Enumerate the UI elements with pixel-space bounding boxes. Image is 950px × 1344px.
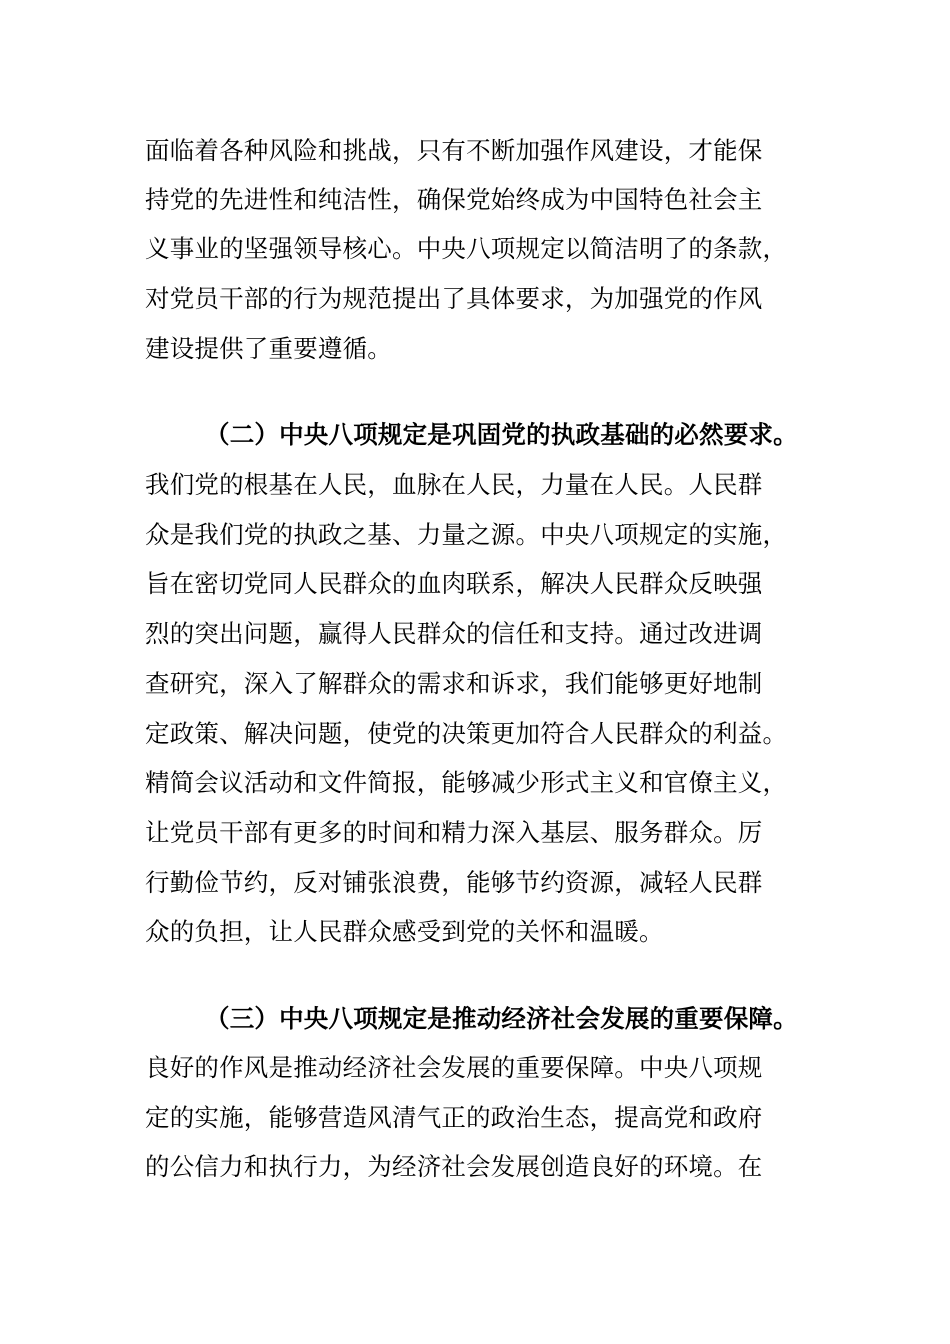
- section-2-line-1: 我们党的根基在人民，血脉在人民，力量在人民。人民群: [145, 470, 763, 499]
- section-2-line-2: 众是我们党的执政之基、力量之源。中央八项规定的实施，: [145, 520, 788, 549]
- section-2-line-10: 众的负担，让人民群众感受到党的关怀和温暖。: [145, 917, 664, 946]
- paragraph-1-line-5: 建设提供了重要遵循。: [145, 334, 392, 363]
- section-2-heading: （二）中央八项规定是巩固党的执政基础的必然要求。: [205, 420, 798, 449]
- paragraph-1-line-2: 持党的先进性和纯洁性，确保党始终成为中国特色社会主: [145, 185, 763, 214]
- section-3-heading: （三）中央八项规定是推动经济社会发展的重要保障。: [205, 1004, 798, 1033]
- section-2-line-6: 定政策、解决问题，使党的决策更加符合人民群众的利益。: [145, 719, 788, 748]
- section-2-line-8: 让党员干部有更多的时间和精力深入基层、服务群众。厉: [145, 818, 763, 847]
- paragraph-1-line-1: 面临着各种风险和挑战，只有不断加强作风建设，才能保: [145, 136, 763, 165]
- paragraph-1-line-4: 对党员干部的行为规范提出了具体要求，为加强党的作风: [145, 284, 763, 313]
- section-3-line-3: 的公信力和执行力，为经济社会发展创造良好的环境。在: [145, 1152, 763, 1181]
- section-3-line-2: 定的实施，能够营造风清气正的政治生态，提高党和政府: [145, 1103, 763, 1132]
- paragraph-1-line-3: 义事业的坚强领导核心。中央八项规定以简洁明了的条款，: [145, 234, 788, 263]
- section-2-line-7: 精简会议活动和文件简报，能够减少形式主义和官僚主义，: [145, 768, 788, 797]
- section-2-line-9: 行勤俭节约，反对铺张浪费，能够节约资源，减轻人民群: [145, 868, 763, 897]
- section-2-line-3: 旨在密切党同人民群众的血肉联系，解决人民群众反映强: [145, 569, 763, 598]
- section-3-line-1: 良好的作风是推动经济社会发展的重要保障。中央八项规: [145, 1053, 763, 1082]
- section-2-line-4: 烈的突出问题，赢得人民群众的信任和支持。通过改进调: [145, 619, 763, 648]
- section-2-line-5: 查研究，深入了解群众的需求和诉求，我们能够更好地制: [145, 669, 763, 698]
